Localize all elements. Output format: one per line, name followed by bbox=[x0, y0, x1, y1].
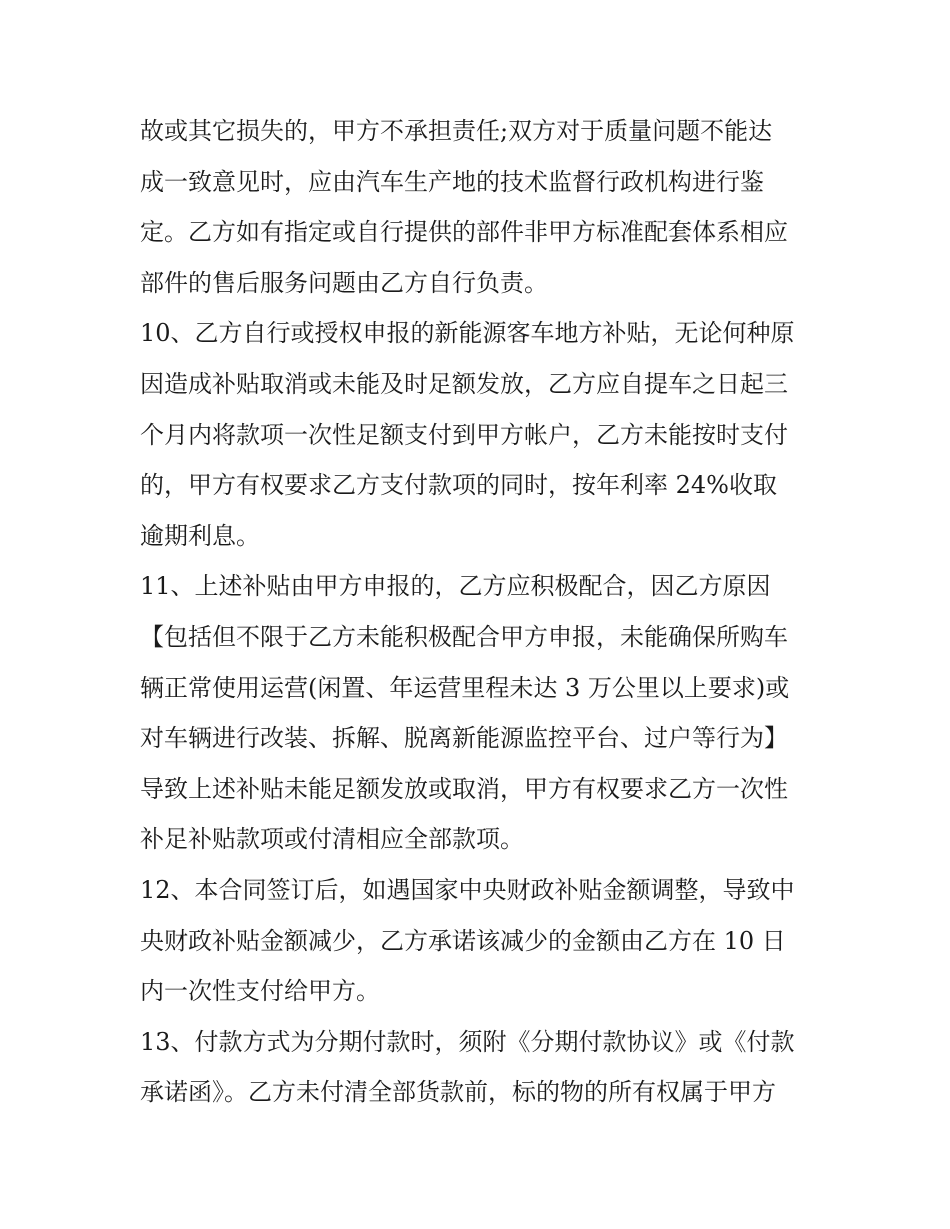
text-line: 成一致意见时，应由汽车生产地的技术监督行政机构进行鉴 bbox=[140, 167, 764, 196]
clause-11-line: 11、上述补贴由甲方申报的，乙方应积极配合，因乙方原因 bbox=[140, 572, 771, 601]
clause-10-line: 10、乙方自行或授权申报的新能源客车地方补贴，无论何种原 bbox=[140, 319, 795, 348]
text-line: 对车辆进行改装、拆解、脱离新能源监控平台、过户等行为】 bbox=[140, 724, 788, 753]
clause-12-line: 12、本合同签订后，如遇国家中央财政补贴金额调整，导致中 bbox=[140, 875, 795, 904]
text-line: 部件的售后服务问题由乙方自行负责。 bbox=[140, 268, 548, 297]
text-line: 个月内将款项一次性足额支付到甲方帐户，乙方未能按时支付 bbox=[140, 420, 788, 449]
text-line: 补足补贴款项或付清相应全部款项。 bbox=[140, 825, 524, 854]
clause-13-line: 13、付款方式为分期付款时，须附《分期付款协议》或《付款 bbox=[140, 1027, 795, 1056]
text-line: 辆正常使用运营(闲置、年运营里程未达 3 万公里以上要求)或 bbox=[140, 673, 790, 702]
text-line: 央财政补贴金额减少，乙方承诺该减少的金额由乙方在 10 日 bbox=[140, 926, 786, 955]
text-line: 导致上述补贴未能足额发放或取消，甲方有权要求乙方一次性 bbox=[140, 774, 788, 803]
text-line: 承诺函》。乙方未付清全部货款前，标的物的所有权属于甲方 bbox=[140, 1078, 776, 1107]
text-line: 的，甲方有权要求乙方支付款项的同时，按年利率 24%收取 bbox=[140, 471, 777, 500]
text-line: 【包括但不限于乙方未能积极配合甲方申报，未能确保所购车 bbox=[140, 622, 788, 651]
text-line: 内一次性支付给甲方。 bbox=[140, 977, 380, 1006]
text-line: 因造成补贴取消或未能及时足额发放，乙方应自提车之日起三 bbox=[140, 369, 788, 398]
text-line: 逾期利息。 bbox=[140, 521, 260, 550]
contract-text-body bbox=[140, 106, 820, 1118]
text-line: 故或其它损失的，甲方不承担责任;双方对于质量问题不能达 bbox=[140, 117, 773, 145]
text-line: 定。乙方如有指定或自行提供的部件非甲方标准配套体系相应 bbox=[140, 218, 788, 247]
